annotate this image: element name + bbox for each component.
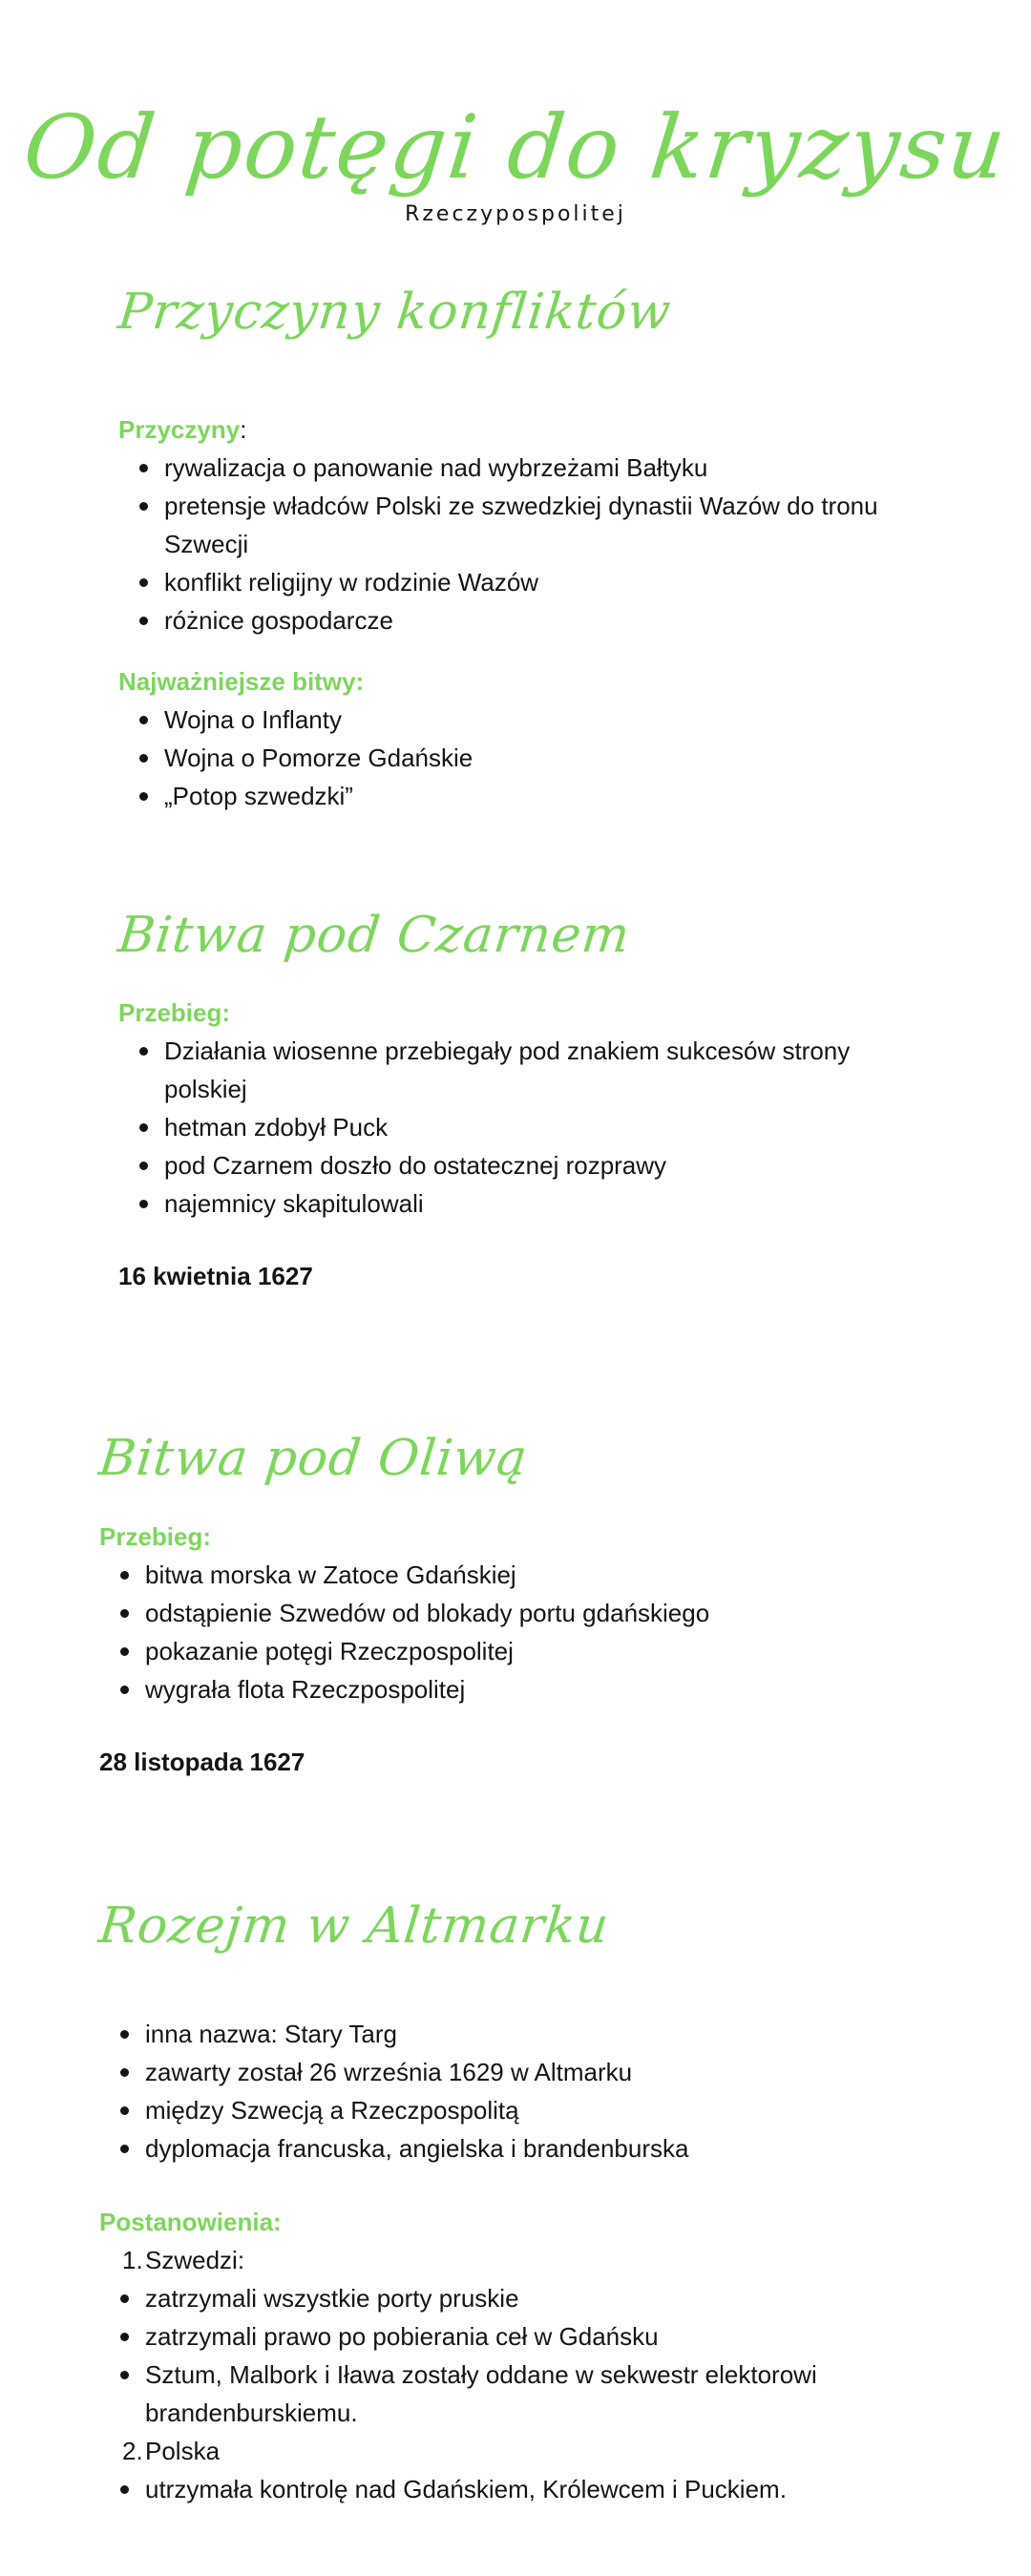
provisions-list [99, 2241, 920, 2508]
altmark-list [99, 2015, 920, 2168]
section-heading-czarne: Bitwa pod Czarnem [115, 907, 633, 964]
section-heading-oliwa: Bitwa pod Oliwą [95, 1430, 531, 1487]
section-heading-causes: Przyczyny konfliktów [115, 283, 675, 341]
causes-label: Przyczyny: [118, 415, 247, 444]
list-item: dyplomacja francuska, angielska i brandenburska [99, 2129, 920, 2168]
list-item: pod Czarnem doszło do ostatecznej rozprawy [118, 1146, 882, 1184]
list-item: inna nazwa: Stary Targ [99, 2015, 920, 2053]
list-item: zawarty został 26 września 1629 w Altmarku [99, 2053, 920, 2091]
page-subtitle: Rzeczypospolitej [405, 202, 626, 226]
list-item: bitwa morska w Zatoce Gdańskiej [99, 1556, 920, 1594]
list-item: wygrała flota Rzeczpospolitej [99, 1670, 920, 1708]
course-label: Przebieg: [118, 998, 231, 1027]
battles-label: Najważniejsze bitwy: [118, 667, 365, 696]
section-oliwa [95, 1425, 920, 1781]
list-item: pretensje władców Polski ze szwedzkiej dynastii Wazów do tronu Szwecji [118, 487, 939, 563]
list-item: zatrzymali wszystkie porty pruskie [99, 2279, 920, 2317]
list-item: najemnicy skapitulowali [118, 1184, 882, 1223]
numbered-item-poland: 2. Polska [122, 2437, 221, 2465]
course-label: Przebieg: [99, 1522, 212, 1551]
section-altmark [95, 1893, 920, 2508]
list-item: Działania wiosenne przebiegały pod znakiem sukcesów strony polskiej [118, 1032, 882, 1108]
numbered-item-sweden: 1. Szwedzi: [122, 2246, 245, 2274]
section-causes [115, 279, 939, 815]
list-item: utrzymała kontrolę nad Gdańskiem, Królewcem i Puckiem. [99, 2470, 920, 2508]
provisions-label: Postanowienia: [99, 2208, 282, 2236]
list-item: hetman zdobył Puck [118, 1108, 882, 1146]
page-title: Od potęgi do kryzysu [18, 96, 1013, 199]
date-czarne: 16 kwietnia 1627 [118, 1262, 313, 1290]
list-item: konflikt religijny w rodzinie Wazów [118, 563, 939, 601]
list-item: odstąpienie Szwedów od blokady portu gdańskiego [99, 1594, 920, 1632]
section-heading-altmark: Rozejm w Altmarku [95, 1897, 613, 1955]
czarne-list [118, 1032, 882, 1223]
list-item: Sztum, Malbork i Iława zostały oddane w sekwestr elektorowi brandenburskiemu. [99, 2356, 920, 2432]
list-item: zatrzymali prawo po pobierania ceł w Gdańsku [99, 2317, 920, 2356]
oliwa-list [99, 1556, 920, 1708]
list-item: rywalizacja o panowanie nad wybrzeżami Bałtyku [118, 449, 939, 487]
list-item: różnice gospodarcze [118, 601, 939, 639]
battles-list [118, 701, 939, 815]
causes-list [118, 449, 939, 639]
date-oliwa: 28 listopada 1627 [99, 1748, 305, 1776]
list-item: między Szwecją a Rzeczpospolitą [99, 2091, 920, 2129]
list-item: Wojna o Pomorze Gdańskie [118, 739, 939, 777]
list-item: Wojna o Inflanty [118, 701, 939, 739]
list-item: pokazanie potęgi Rzeczpospolitej [99, 1632, 920, 1670]
section-czarne [115, 902, 882, 1295]
list-item: „Potop szwedzki” [118, 777, 939, 815]
